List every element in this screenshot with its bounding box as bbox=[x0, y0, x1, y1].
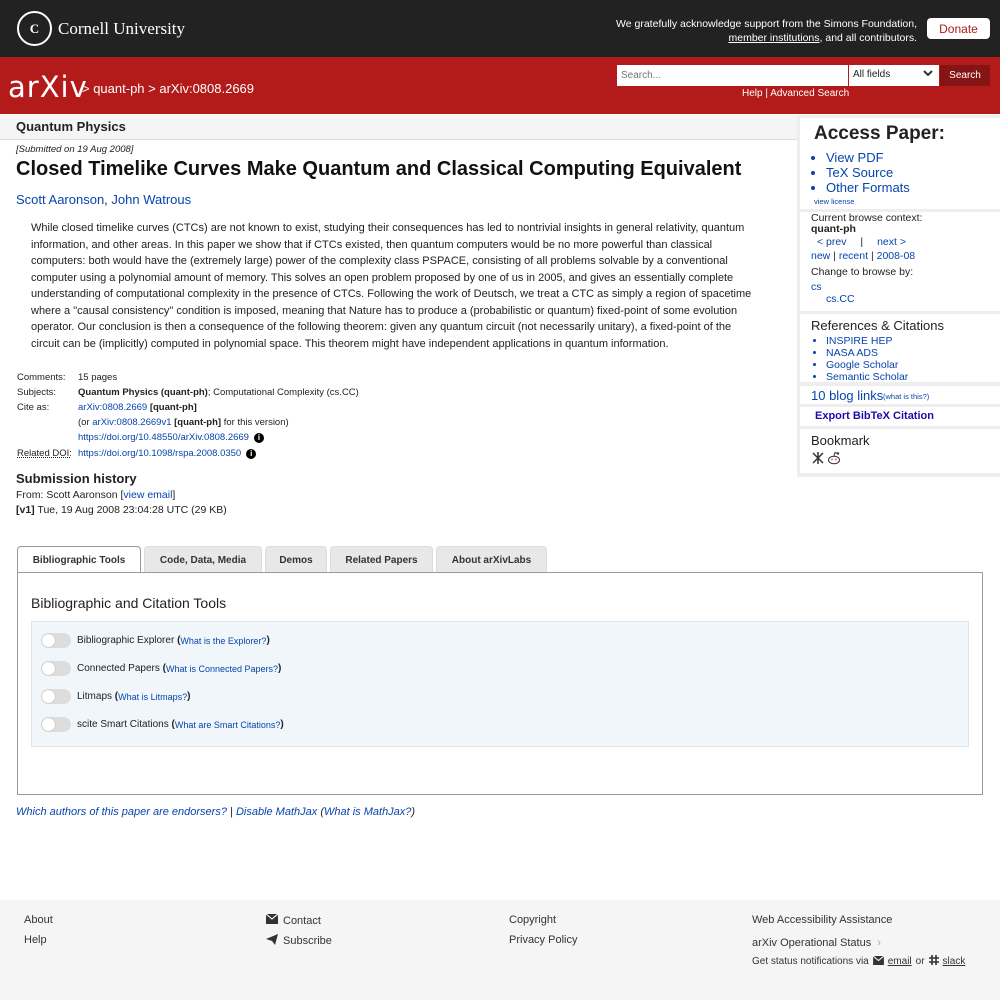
other-formats-link[interactable]: Other Formats bbox=[826, 180, 910, 195]
endorsers-link[interactable]: Which authors of this paper are endorsers? bbox=[16, 806, 227, 818]
ack-line2: , and all contributors. bbox=[819, 32, 917, 44]
inspire-link[interactable]: INSPIRE HEP bbox=[826, 335, 893, 347]
tab-code-data-media[interactable]: Code, Data, Media bbox=[144, 546, 262, 573]
submitted-date: [Submitted on 19 Aug 2008] bbox=[16, 144, 134, 155]
tool-item: Litmaps ( What is Litmaps? ) bbox=[41, 689, 191, 704]
browse-context-label: Current browse context: bbox=[811, 212, 923, 224]
cite-version-text: for this version) bbox=[221, 417, 289, 428]
recent-link[interactable]: recent bbox=[838, 250, 869, 262]
nav-separator: | bbox=[860, 236, 864, 248]
footer bbox=[0, 900, 1000, 1000]
endorse-separator: | bbox=[226, 806, 236, 818]
nav-separator: | bbox=[833, 250, 836, 262]
footer-notifications bbox=[752, 955, 965, 968]
tool-label: Connected Papers bbox=[77, 663, 160, 674]
submission-history-title: Submission history bbox=[16, 471, 137, 486]
nav-bar bbox=[0, 57, 1000, 114]
view-email-link[interactable]: view email bbox=[123, 489, 173, 501]
info-icon[interactable]: i bbox=[254, 433, 264, 443]
paper-plane-icon bbox=[266, 934, 278, 948]
tab-related-papers[interactable]: Related Papers bbox=[330, 546, 433, 573]
access-paper-box bbox=[800, 118, 1000, 209]
from-prefix: From: Scott Aaronson [ bbox=[16, 489, 124, 501]
tool-help-link[interactable]: What are Smart Citations? bbox=[174, 719, 281, 730]
tab-bibliographic-tools[interactable]: Bibliographic Tools bbox=[17, 546, 141, 574]
semantic-scholar-link[interactable]: Semantic Scholar bbox=[826, 371, 909, 383]
help-links bbox=[742, 88, 849, 99]
tool-label: scite Smart Citations bbox=[77, 719, 169, 730]
next-link[interactable]: next > bbox=[877, 236, 906, 248]
footer-about-link[interactable]: About bbox=[24, 914, 53, 926]
tool-item: Bibliographic Explorer ( What is the Explorer? ) bbox=[41, 633, 270, 648]
browse-context-box bbox=[800, 212, 1000, 311]
paper-title: Closed Timelike Curves Make Quantum and Classical Computing Equivalent bbox=[16, 158, 742, 180]
comments-label: Comments: bbox=[17, 372, 66, 383]
acknowledgement bbox=[616, 17, 917, 45]
arxiv-logo[interactable]: arXiv bbox=[8, 70, 88, 104]
breadcrumb[interactable]: > quant-ph > arXiv:0808.2669 bbox=[82, 81, 255, 96]
search-field-value: All fields bbox=[853, 69, 891, 80]
what-is-this-link[interactable]: (what is this?) bbox=[883, 392, 930, 401]
cite-tag: [quant-ph] bbox=[149, 402, 197, 413]
nav-separator: | bbox=[870, 250, 874, 262]
notify-label: Get status notifications via bbox=[752, 956, 869, 967]
chevron-right-icon: › bbox=[877, 937, 881, 949]
top-bar bbox=[0, 0, 1000, 57]
paren-open: ( bbox=[317, 806, 324, 818]
toggle-switch[interactable] bbox=[41, 717, 71, 732]
toggle-switch[interactable] bbox=[41, 689, 71, 704]
footer-status[interactable] bbox=[752, 937, 881, 949]
tex-source-link[interactable]: TeX Source bbox=[826, 165, 894, 180]
from-suffix: ] bbox=[172, 489, 176, 501]
abstract: While closed timelike curves (CTCs) are not known to exist, studying their consequences has led to nontrivial insights in general relativity, quantum information, and other areas. In this paper we show that if CTCs existed, then quantum computers would be no more powerful than classical computers: both would have the (extremely large) power of the complexity class PSPACE, consisting of all problems solvable by a conventional computer using a polynomial amount of memory. This solves an open problem proposed by one of us in 2005, and gives an essentially complete understanding of computational complexity in the presence of CTCs. Following the work of Deutsch, we treat a CTC as simply a region of spacetime where a "causal consistency" condition is imposed, meaning that Nature has to produce a (probabilistic or quantum) fixed-point of some evolution operator. Our conclusion is then a consequence of the following theorem: given any quantum circuit (not necessarily unitary), a fixed-point of the circuit can be (implicitly) computed in polynomial space. This theorem might have independent applications in quantum information. bbox=[31, 222, 752, 350]
slack-notify-link[interactable]: slack bbox=[942, 956, 966, 967]
blog-links-box bbox=[800, 386, 1000, 404]
toggle-switch[interactable] bbox=[41, 661, 71, 676]
slack-icon bbox=[929, 955, 939, 968]
cornell-name: Cornell University bbox=[58, 18, 186, 38]
toggle-switch[interactable] bbox=[41, 633, 71, 648]
tool-help-link[interactable]: What is the Explorer? bbox=[180, 635, 267, 646]
comments-value: 15 pages bbox=[78, 372, 118, 383]
email-notify-link[interactable]: email bbox=[887, 956, 912, 967]
view-pdf-link[interactable]: View PDF bbox=[826, 150, 884, 165]
tab-demos[interactable]: Demos bbox=[265, 546, 327, 573]
tool-help-link[interactable]: What is Litmaps? bbox=[118, 691, 188, 702]
submitter bbox=[16, 489, 175, 501]
search-input[interactable] bbox=[617, 65, 848, 86]
tab-about-arxivlabs[interactable]: About arXivLabs bbox=[436, 546, 547, 573]
help-separator: | bbox=[765, 88, 768, 99]
advanced-search-link[interactable]: Advanced Search bbox=[770, 88, 850, 99]
or-label: or bbox=[915, 956, 925, 967]
cite-v1-link[interactable]: arXiv:0808.2669v1 bbox=[92, 417, 172, 428]
tool-help-link[interactable]: What is Connected Papers? bbox=[165, 663, 279, 674]
tools-panel bbox=[17, 572, 983, 795]
footer-contact[interactable] bbox=[266, 914, 321, 927]
bookmark-title: Bookmark bbox=[811, 433, 870, 448]
subscribe-label: Subscribe bbox=[283, 935, 332, 947]
prev-link[interactable]: < prev bbox=[817, 236, 847, 248]
version-entry bbox=[16, 504, 227, 516]
blog-links[interactable]: 10 blog links bbox=[811, 388, 884, 403]
disable-mathjax-link[interactable]: Disable MathJax bbox=[235, 806, 318, 818]
chevron-down-icon bbox=[923, 68, 933, 81]
bibsonomy-icon[interactable] bbox=[811, 451, 825, 468]
footer-accessibility-link[interactable]: Web Accessibility Assistance bbox=[752, 914, 893, 926]
cite-id-link[interactable]: arXiv:0808.2669 bbox=[78, 402, 148, 413]
subjects-label: Subjects: bbox=[17, 387, 57, 398]
donate-button[interactable]: Donate bbox=[927, 18, 990, 39]
primary-subject: Quantum Physics (quant-ph) bbox=[78, 387, 208, 398]
version-text: Tue, 19 Aug 2008 23:04:28 UTC (29 KB) bbox=[34, 504, 227, 516]
related-doi-link[interactable]: https://doi.org/10.1098/rspa.2008.0350 bbox=[78, 448, 242, 459]
authors bbox=[16, 192, 191, 207]
tool-label: Bibliographic Explorer bbox=[77, 635, 175, 646]
doi-link[interactable]: https://doi.org/10.48550/arXiv.0808.2669 bbox=[78, 432, 249, 443]
envelope-icon bbox=[266, 914, 278, 927]
cite-label: Cite as: bbox=[17, 402, 50, 413]
paren-close: ) bbox=[411, 806, 416, 818]
author-link[interactable]: Scott Aaronson bbox=[16, 192, 105, 207]
envelope-icon bbox=[873, 956, 884, 968]
nasa-ads-link[interactable]: NASA ADS bbox=[826, 347, 878, 359]
ack-line1: We gratefully acknowledge support from the Simons Foundation, bbox=[616, 18, 917, 30]
footer-copyright-link[interactable]: Copyright bbox=[509, 914, 557, 926]
footer-privacy-link[interactable]: Privacy Policy bbox=[509, 934, 578, 946]
tool-label: Litmaps bbox=[77, 691, 113, 702]
sidebar bbox=[797, 115, 1000, 477]
subject-header: Quantum Physics bbox=[0, 115, 797, 140]
cite-or: (or bbox=[78, 417, 93, 428]
reddit-icon[interactable] bbox=[827, 451, 841, 468]
related-doi-label: Related DOI: bbox=[17, 448, 72, 459]
info-icon[interactable]: i bbox=[246, 449, 256, 459]
tool-item: scite Smart Citations ( What are Smart Citations? ) bbox=[41, 717, 284, 732]
what-is-mathjax-link[interactable]: What is MathJax? bbox=[324, 806, 412, 818]
search-field-select[interactable] bbox=[849, 65, 939, 86]
member-institutions-link[interactable]: member institutions bbox=[728, 32, 820, 44]
change-browse-label: Change to browse by: bbox=[811, 266, 914, 278]
new-link[interactable]: new bbox=[811, 250, 831, 262]
tools-list bbox=[31, 621, 969, 747]
bookmark-box bbox=[800, 429, 1000, 473]
footer-help-link[interactable]: Help bbox=[24, 934, 47, 946]
references-title: References & Citations bbox=[811, 318, 944, 333]
cite-v1-tag: [quant-ph] bbox=[174, 417, 222, 428]
tools-title: Bibliographic and Citation Tools bbox=[31, 595, 227, 611]
browse-cscc-link[interactable]: cs.CC bbox=[826, 293, 855, 305]
author-separator: , bbox=[104, 192, 108, 207]
google-scholar-link[interactable]: Google Scholar bbox=[826, 359, 899, 371]
contact-label: Contact bbox=[283, 914, 321, 927]
version-label: [v1] bbox=[16, 504, 35, 516]
secondary-subject: ; Computational Complexity (cs.CC) bbox=[207, 387, 359, 398]
browse-cs-link[interactable]: cs bbox=[811, 281, 822, 293]
help-link[interactable]: Help bbox=[742, 88, 763, 99]
tool-item: Connected Papers ( What is Connected Papers? ) bbox=[41, 661, 281, 676]
cornell-seal-icon: C bbox=[17, 11, 52, 46]
search-button[interactable]: Search bbox=[940, 65, 990, 86]
status-label: arXiv Operational Status bbox=[752, 937, 872, 949]
endorser-links bbox=[16, 806, 415, 818]
access-paper-title: Access Paper: bbox=[814, 123, 945, 144]
author-link[interactable]: John Watrous bbox=[111, 192, 192, 207]
view-license-link[interactable]: view license bbox=[814, 197, 855, 206]
cornell-logo[interactable] bbox=[17, 11, 185, 46]
footer-subscribe[interactable] bbox=[266, 934, 332, 948]
export-bibtex-link[interactable]: Export BibTeX Citation bbox=[815, 410, 934, 422]
references-box bbox=[800, 314, 1000, 382]
export-box bbox=[800, 407, 1000, 426]
date-link[interactable]: 2008-08 bbox=[876, 250, 916, 262]
browse-context: quant-ph bbox=[811, 223, 856, 235]
